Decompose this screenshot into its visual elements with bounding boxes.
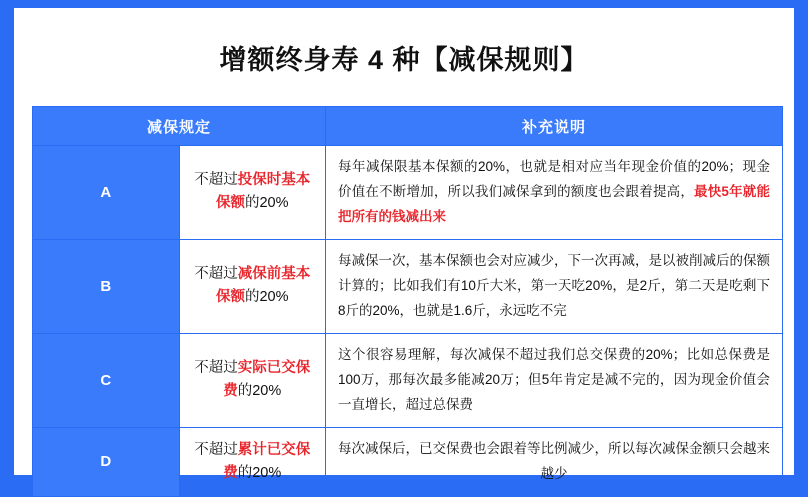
note-text: 每年减保限基本保额的20%，也就是相对应当年现金价值的20%；现金价值在不断增加，所以我们减保拿到的额度也会跟着提高， (338, 159, 770, 199)
table-header-row (33, 107, 783, 146)
rule-highlight: 实际已交保费 (223, 360, 311, 400)
rule-suffix: 的20% (237, 464, 282, 481)
note-text: 这个很容易理解，每次减保不超过我们总交保费的20%；比如总保费是100万，那每次最多能减20万；但5年肯定是减不完的，因为现金价值会一直增长，超过总保费 (338, 346, 770, 412)
note-text: 每减保一次，基本保额也会对应减少，下一次再减，是以被削减后的保额计算的；比如我们有10斤大米，第一天吃20%，是2斤，第二天是吃剩下8斤的20%，也就是1.6斤，永远吃不完 (338, 252, 770, 318)
table-body (33, 146, 783, 497)
row-rule-b (179, 239, 326, 333)
rule-suffix: 的20% (237, 383, 282, 400)
row-note-d (326, 427, 783, 496)
rule-highlight: 减保前基本保额 (215, 266, 311, 306)
row-note-c (326, 333, 783, 427)
row-note-a (326, 146, 783, 240)
row-rule-a (179, 146, 326, 240)
row-letter-a: A (33, 146, 180, 240)
rule-highlight: 累计已交保费 (223, 441, 311, 481)
rule-suffix: 的20% (244, 195, 289, 212)
rule-prefix: 不超过 (194, 360, 238, 377)
rules-table (32, 106, 783, 497)
table-row (33, 333, 783, 427)
rule-highlight: 投保时基本保额 (215, 172, 311, 212)
rules-table-container (32, 106, 776, 497)
row-letter-d: D (33, 427, 180, 496)
row-note-b (326, 239, 783, 333)
rule-prefix: 不超过 (194, 441, 238, 458)
table-row (33, 239, 783, 333)
note-highlight: 最快5年就能把所有的钱减出来 (338, 183, 771, 224)
row-letter-b: B (33, 239, 180, 333)
column-header-note: 补充说明 (326, 107, 783, 146)
row-letter-c: C (33, 333, 180, 427)
rule-prefix: 不超过 (194, 172, 238, 189)
row-rule-d (179, 427, 326, 496)
rule-prefix: 不超过 (194, 266, 238, 283)
table-header (33, 107, 783, 146)
row-rule-c (179, 333, 326, 427)
document-page (14, 8, 794, 481)
table-row (33, 146, 783, 240)
table-row (33, 427, 783, 496)
column-header-rule: 减保规定 (33, 107, 326, 146)
rule-suffix: 的20% (244, 289, 289, 306)
note-text: 每次减保后，已交保费也会跟着等比例减少，所以每次减保金额只会越来越少 (338, 440, 770, 481)
page-title: 增额终身寿 4 种【减保规则】 (219, 45, 589, 75)
